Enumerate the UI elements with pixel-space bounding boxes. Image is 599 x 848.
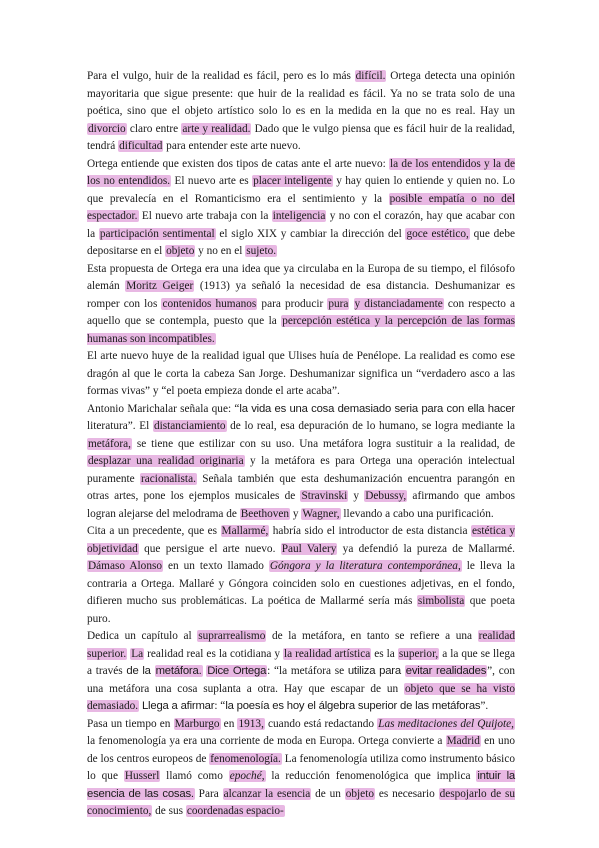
- paragraph: [87, 716, 515, 821]
- text-run: en: [220, 717, 238, 730]
- text-run: se tiene que estilizar con su uso. Una metáfora logra sustituir a la realidad, de: [131, 437, 515, 450]
- text-run: Llega a afirmar: [141, 700, 215, 712]
- text-run: el siglo XIX y cambiar la dirección del: [215, 227, 406, 240]
- text-run: y no con el corazón, hay que acabar con la: [87, 210, 515, 240]
- text-run: y no en el: [195, 245, 246, 257]
- text-run: de la metáfora, en tanto se refiere a una: [266, 630, 478, 642]
- text-run: Para: [194, 787, 223, 800]
- highlighted-text: superior,: [398, 647, 439, 660]
- text-run: llevando a cabo una purificación.: [340, 507, 494, 520]
- highlighted-text: intuir la esencia de las cosas.: [87, 770, 515, 800]
- highlighted-text: Husserl: [124, 770, 160, 782]
- highlighted-text: Debussy,: [365, 490, 407, 502]
- highlighted-text: difícil.: [355, 70, 386, 82]
- text-run: realidad real es la cotidiana y: [144, 647, 284, 660]
- highlighted-text: desplazar una realidad originaria: [88, 455, 244, 467]
- text-run: claro entre: [126, 122, 182, 135]
- highlighted-text: racionalista.: [141, 472, 196, 485]
- text-run: con respecto a aquello que se contempla, puesto que la: [87, 297, 516, 327]
- text-run: la poesía es hoy el álgebra superior de las metáforas: [225, 700, 481, 712]
- text-run: la reducción fenomenológica que implica: [265, 770, 477, 782]
- text-run: a la que se llega a través: [87, 647, 515, 677]
- highlighted-text: estética y objetividad: [87, 525, 516, 555]
- highlighted-text: epoché,: [229, 770, 265, 782]
- text-run: utiliza para: [347, 665, 405, 677]
- text-run: Pasa un tiempo en: [87, 717, 174, 730]
- text-run: para producir: [257, 297, 328, 310]
- highlighted-text: la realidad artística: [284, 647, 371, 660]
- paragraph: [87, 348, 515, 401]
- highlighted-text: alcanzar la esencia: [223, 787, 311, 800]
- text-run: habría sido el introductor de esta distancia: [269, 525, 471, 537]
- text-run: llamó como: [160, 770, 229, 782]
- highlighted-text: inteligencia: [272, 210, 326, 222]
- text-run: afirmando que ambos logran alejarse del melodrama de: [87, 490, 515, 520]
- highlighted-text: Paul Valery: [281, 542, 337, 555]
- text-run: Señala también que esta deshumanización encuentra parangón en otras artes, pone los ejemplos musicales de: [87, 472, 515, 502]
- paragraph: [87, 68, 515, 156]
- text-run: Cita a un precedente, que es: [87, 525, 221, 537]
- highlighted-text: pura: [328, 297, 349, 310]
- text-run: para entender este arte nuevo.: [163, 140, 301, 152]
- highlighted-text: Madrid: [446, 735, 480, 747]
- text-run: le lleva la contraria a Ortega. Mallaré y Góngora coinciden solo en cuestiones adjetivas, en el fondo, difieren mucho sus problemáticas. La poética de Mallarmé sería más: [87, 560, 515, 607]
- document-page: [87, 68, 515, 821]
- text-run: la fenomenología ya era una corriente de moda en Europa. Ortega convierte a: [87, 735, 446, 747]
- text-run: Dado que le vulgo piensa que es fácil huir de la realidad, tendrá: [87, 122, 515, 152]
- highlighted-text: metáfora.: [155, 665, 202, 677]
- text-run: es necesario: [375, 787, 439, 800]
- text-run: y: [290, 507, 302, 520]
- text-run: de un: [311, 787, 345, 800]
- paragraph: [87, 156, 515, 261]
- highlighted-text: objeto: [345, 787, 374, 800]
- highlighted-text: Stravinski: [301, 490, 348, 502]
- text-run: Dedica un capítulo al: [87, 630, 198, 642]
- highlighted-text: la de los entendidos y la de los no entendidos.: [87, 157, 515, 187]
- text-run: que debe depositarse en el: [87, 227, 515, 257]
- highlighted-text: y distanciadamente: [354, 297, 443, 310]
- highlighted-text: metáfora,: [88, 437, 131, 450]
- highlighted-text: participación sentimental: [99, 227, 215, 240]
- text-run: [349, 298, 353, 310]
- text-run: en un texto llamado: [163, 560, 269, 572]
- highlighted-text: fenomenología.: [210, 752, 281, 765]
- highlighted-text: simbolista: [417, 595, 465, 607]
- text-run: y hay quien lo entiende y quien no. Lo que prevalecía en el Romanticismo era el sentimiento y la: [87, 175, 515, 205]
- paragraph: [87, 401, 515, 524]
- highlighted-text: La: [131, 647, 144, 660]
- highlighted-text: divorcio: [88, 122, 126, 135]
- highlighted-text: Wagner,: [302, 507, 340, 520]
- text-run: literatura”. El: [87, 420, 153, 432]
- highlighted-text: percepción estética y la percepción de las formas humanas son incompatibles.: [87, 315, 516, 345]
- text-run: que poeta puro.: [87, 595, 515, 625]
- highlighted-text: Las meditaciones del Quijote,: [378, 717, 514, 730]
- text-run: Ortega entiende que existen dos tipos de catas ante el arte nuevo:: [87, 157, 390, 170]
- highlighted-text: Mallarmé,: [221, 525, 269, 537]
- text-run: ya defendió la pureza de Mallarmé.: [337, 542, 515, 555]
- text-run: y: [348, 490, 365, 502]
- text-run: : “: [214, 700, 226, 712]
- highlighted-text: placer inteligente: [253, 175, 332, 187]
- text-run: El arte nuevo huye de la realidad igual que Ulises huía de Penélope. La realidad es como ese dragón al que le corta la cabeza San Jorge. Deshumanizar significa un “verdadero asco a las formas vivas” y “el poeta empieza donde el arte acaba”.: [87, 350, 515, 397]
- text-run: Antonio Marichalar señala que: “: [87, 402, 240, 415]
- highlighted-text: realidad superior.: [87, 630, 515, 660]
- highlighted-text: Góngora y la literatura contemporánea,: [269, 560, 461, 572]
- highlighted-text: Marburgo: [174, 717, 220, 730]
- highlighted-text: evitar realidades: [405, 665, 487, 677]
- text-run: cuando está redactando: [264, 717, 378, 730]
- text-run: la vida es una cosa demasiado seria para con ella hacer: [239, 402, 515, 415]
- text-run: El nuevo arte es: [171, 175, 253, 187]
- highlighted-text: Beethoven: [240, 507, 290, 520]
- highlighted-text: objeto: [166, 245, 195, 257]
- highlighted-text: goce estético,: [406, 227, 469, 240]
- highlighted-text: suprarrealismo: [198, 630, 266, 642]
- highlighted-text: objeto que se ha visto demasiado.: [87, 682, 515, 712]
- highlighted-text: Dice Ortega: [207, 665, 267, 677]
- text-run: (1913) ya señaló la necesidad de esa distancia. Deshumanizar es romper con los: [87, 280, 515, 310]
- text-run: Esta propuesta de Ortega era una idea que ya circulaba en la Europa de su tiempo, el filósofo alemán: [87, 262, 515, 292]
- text-run: ”, con una metáfora una cosa suplanta a otra. Hay que escapar de un: [87, 665, 516, 695]
- highlighted-text: contenidos humanos: [162, 297, 257, 310]
- highlighted-text: arte y realidad.: [182, 122, 251, 135]
- text-run: ”.: [480, 700, 489, 712]
- text-run: de lo real, esa depuración de lo humano, se logra mediante la: [226, 420, 516, 432]
- text-run: de la: [126, 665, 155, 677]
- text-run: La fenomenología utiliza como instrumento básico lo que: [87, 752, 515, 782]
- text-run: El nuevo arte trabaja con la: [138, 210, 272, 222]
- paragraph: [87, 261, 515, 349]
- highlighted-text: coordenadas espacio-: [186, 805, 284, 817]
- paragraph: [87, 628, 515, 716]
- text-run: y la metáfora es para Ortega una operación intelectual puramente: [87, 455, 515, 485]
- highlighted-text: posible empatía o no del espectador.: [87, 192, 515, 222]
- highlighted-text: 1913,: [238, 717, 264, 730]
- highlighted-text: distanciamiento: [153, 420, 226, 432]
- text-run: de sus: [152, 805, 186, 817]
- text-run: Para el vulgo, huir de la realidad es fácil, pero es lo más: [87, 70, 355, 82]
- text-run: es la: [371, 647, 398, 660]
- highlighted-text: dificultad: [119, 140, 163, 152]
- highlighted-text: Dámaso Alonso: [88, 560, 163, 572]
- text-run: : “la metáfora se: [267, 665, 348, 677]
- text-run: Ortega detecta una opinión mayoritaria que sigue presente: que huir de la realidad es fácil. Ya no se trata solo de una poética, sino que el objeto artístico solo lo es en la medida en la que no es real. Hay un: [87, 70, 515, 117]
- highlighted-text: Moritz Geiger: [126, 280, 194, 292]
- text-run: que persigue el arte nuevo.: [138, 542, 281, 555]
- highlighted-text: despojarlo de su conocimiento,: [87, 787, 515, 817]
- highlighted-text: sujeto.: [246, 245, 277, 257]
- text-run: en uno de los centros europeos de: [87, 735, 515, 765]
- paragraph: [87, 523, 515, 628]
